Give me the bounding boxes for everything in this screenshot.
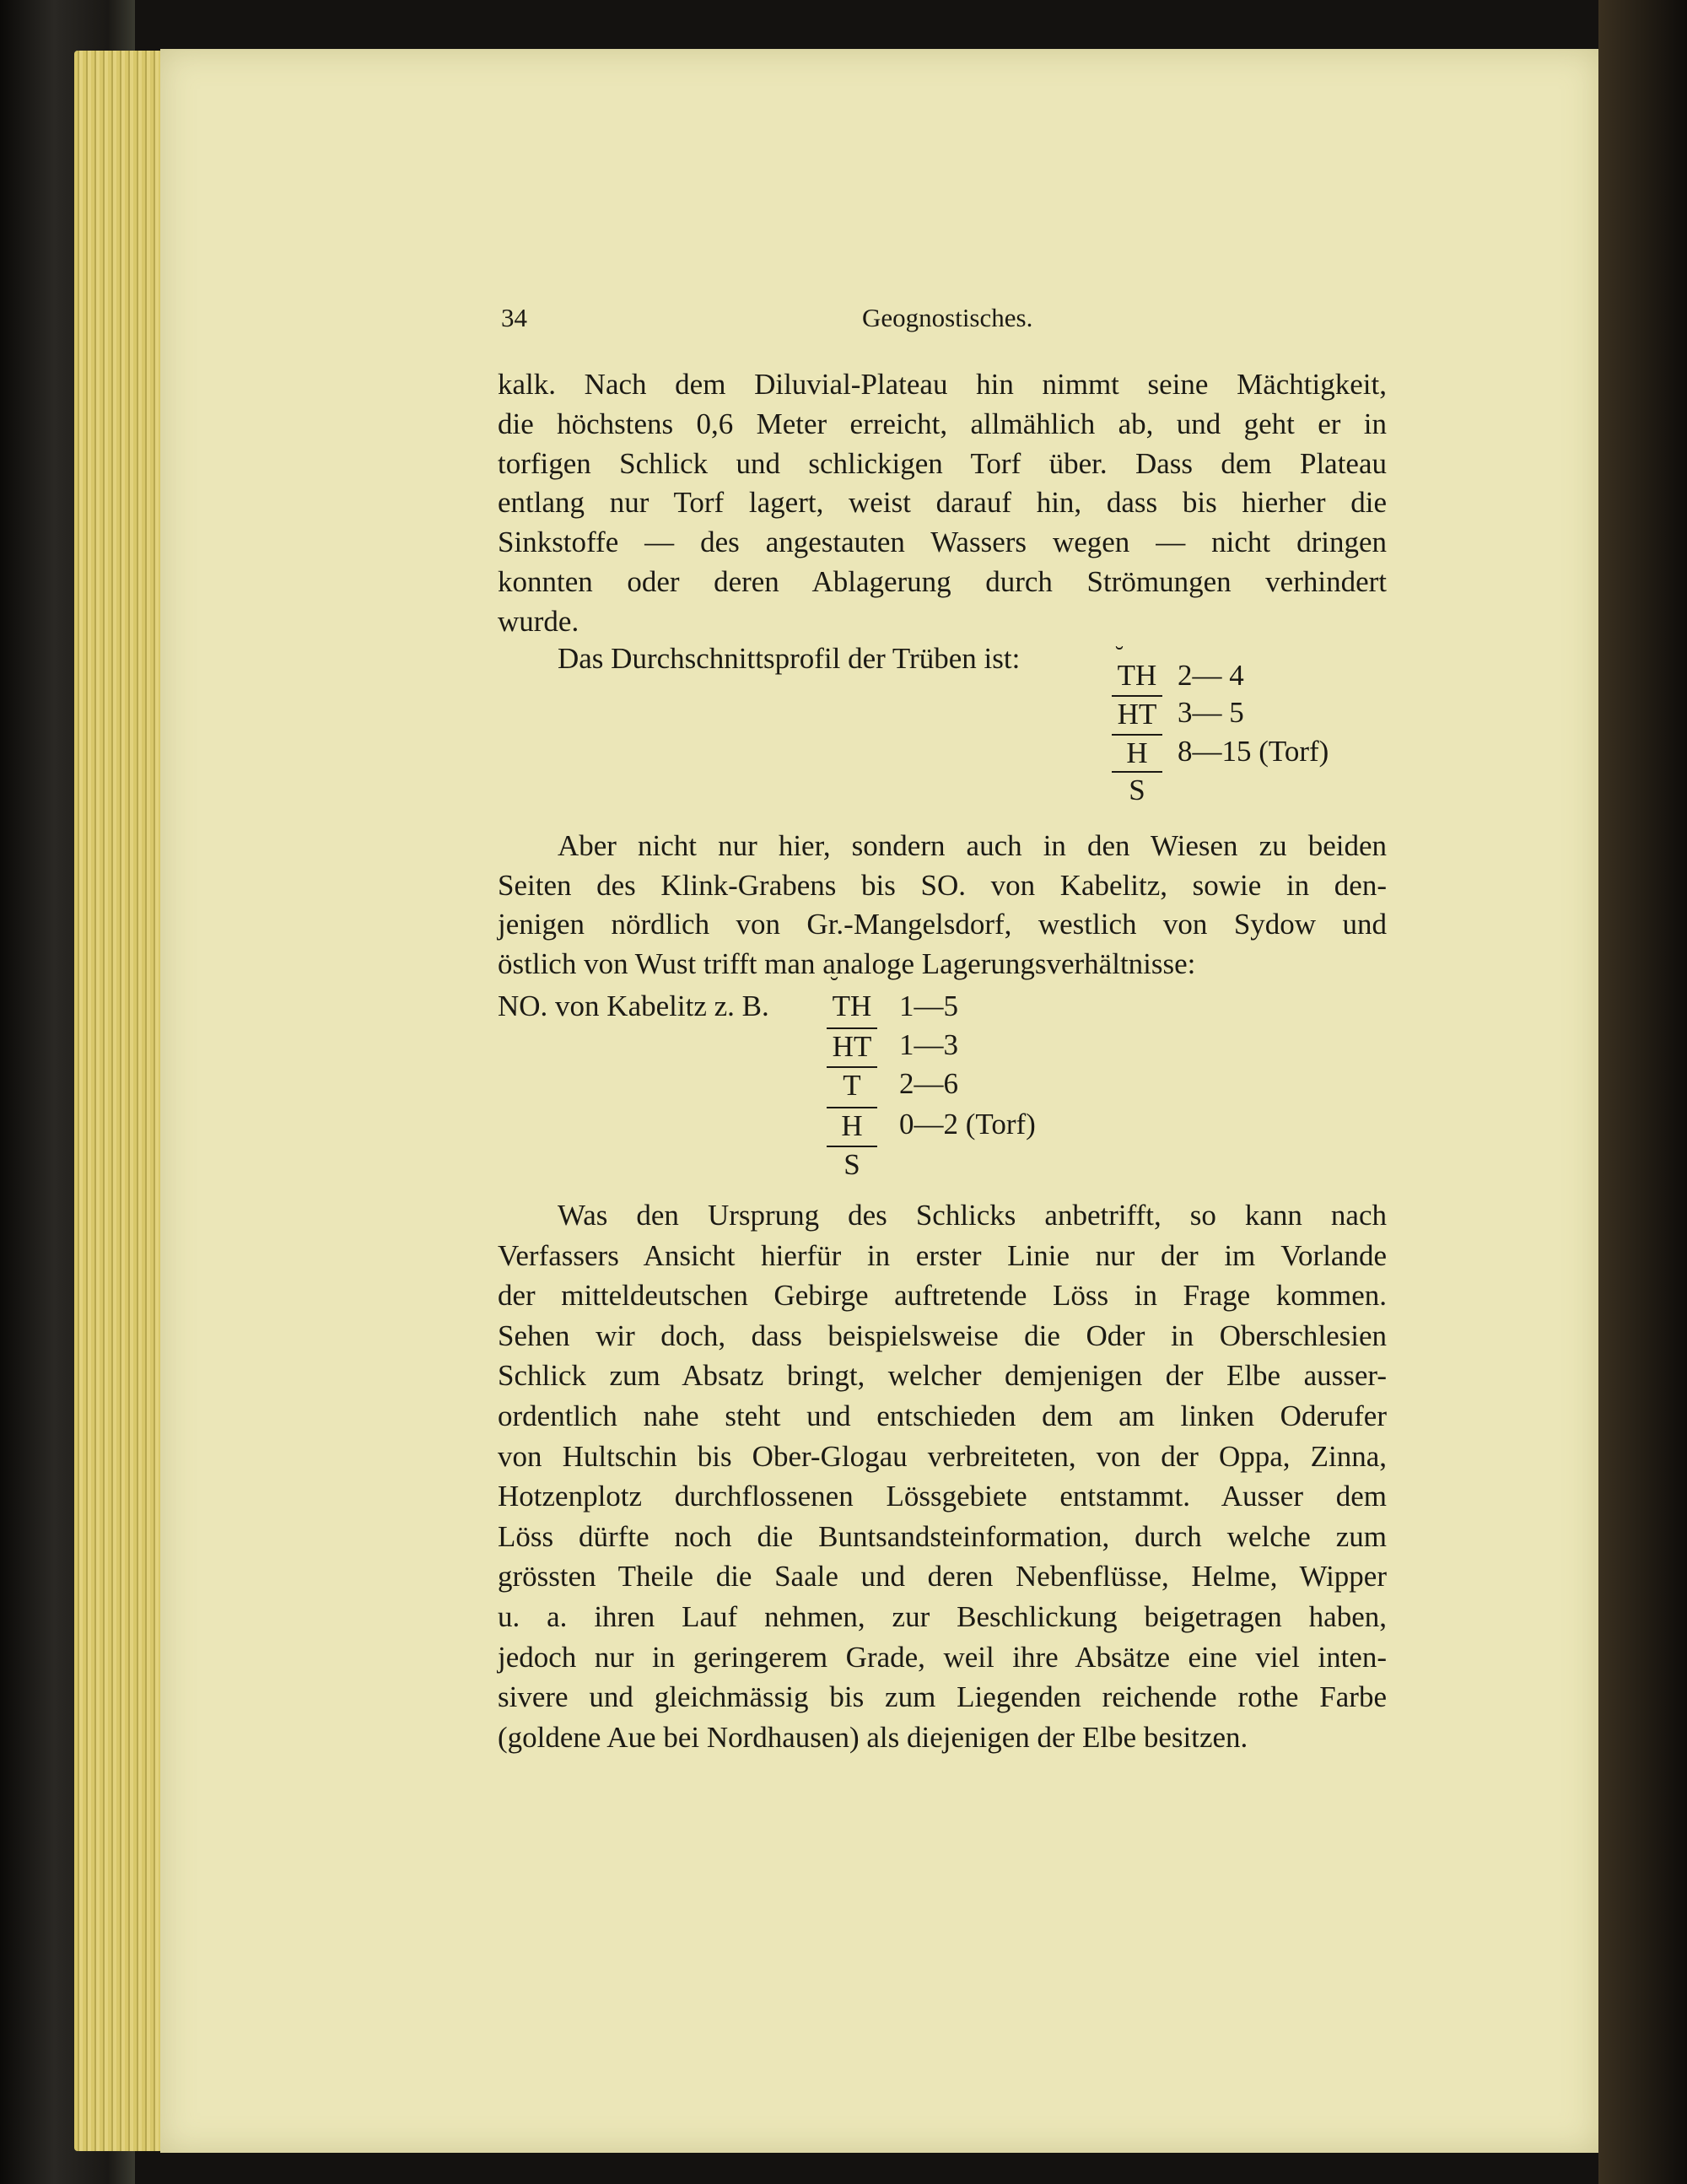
profile-layer-symbol: T	[827, 1066, 877, 1103]
text-line: entlang nur Torf lagert, weist darauf hin, dass bis hierher die	[498, 486, 1387, 520]
text-line: torfigen Schlick und schlickigen Torf über. Dass dem Plateau	[498, 446, 1387, 480]
text-line: kalk. Nach dem Diluvial-Plateau hin nimmt seine Mächtigkeit,	[498, 368, 1387, 401]
profile-layer-thickness: 1—5	[899, 990, 958, 1022]
text-line: Schlick zum Absatz bringt, welcher demjenigen der Elbe ausser-	[498, 1359, 1387, 1393]
text-line: Sehen wir doch, dass beispielsweise die Oder in Oberschlesien	[498, 1318, 1387, 1352]
text-line: Verfassers Ansicht hierfür in erster Linie nur der im Vorlande	[498, 1238, 1387, 1272]
text-line: konnten oder deren Ablagerung durch Strömungen verhindert	[498, 565, 1387, 598]
text-line: ordentlich nahe steht und entschieden dem am linken Oderufer	[498, 1399, 1387, 1432]
profile-layer-symbol: H	[827, 1107, 877, 1144]
profile-layer-symbol: HT	[827, 1027, 877, 1065]
profile-layer-symbol: ˘ TH	[827, 989, 877, 1024]
text-line: jedoch nur in geringerem Grade, weil ihre Absätze eine viel inten-	[498, 1640, 1387, 1674]
text-line: grössten Theile die Saale und deren Nebenflüsse, Helme, Wipper	[498, 1560, 1387, 1594]
text-line: sivere und gleichmässig bis zum Liegenden reichende rothe Farbe	[498, 1680, 1387, 1714]
text-line: (goldene Aue bei Nordhausen) als diejenigen der Elbe besitzen.	[498, 1720, 1248, 1754]
profile-intro-1: Das Durchschnittsprofil der Trüben ist:	[558, 642, 1021, 675]
profile-layer-symbol: HT	[1112, 695, 1162, 732]
profile-layer-thickness: 1—3	[899, 1028, 958, 1061]
profile-layer-symbol: S	[1112, 771, 1162, 808]
page-edges	[74, 51, 163, 2151]
profile-intro-2: NO. von Kabelitz z. B.	[498, 990, 769, 1022]
text-line: Seiten des Klink-Grabens bis SO. von Kabelitz, sowie in den-	[498, 868, 1387, 902]
text-line: Löss dürfte noch die Buntsandsteinformation, durch welche zum	[498, 1519, 1387, 1553]
background-edge	[1598, 0, 1687, 2184]
profile-layer-thickness: 8—15 (Torf)	[1178, 735, 1329, 768]
profile-layer-thickness: 2— 4	[1178, 659, 1244, 692]
text-line: jenigen nördlich von Gr.-Mangelsdorf, westlich von Sydow und	[498, 908, 1387, 941]
text-line: Was den Ursprung des Schlicks anbetrifft, so kann nach	[558, 1199, 1387, 1232]
profile-layer-thickness: 3— 5	[1178, 696, 1244, 729]
profile-layer-symbol: H	[1112, 734, 1162, 771]
text-line: Hotzenplotz durchflossenen Lössgebiete entstammt. Ausser dem	[498, 1480, 1387, 1513]
profile-layer-symbol: S	[827, 1146, 877, 1183]
page-number: 34	[501, 303, 527, 332]
text-line: östlich von Wust trifft man analoge Lagerungsverhältnisse:	[498, 947, 1196, 981]
text-line: wurde.	[498, 604, 579, 638]
text-line: der mitteldeutschen Gebirge auftretende Löss in Frage kommen.	[498, 1279, 1387, 1313]
text-line: Aber nicht nur hier, sondern auch in den Wiesen zu beiden	[558, 829, 1387, 862]
profile-layer-thickness: 0—2 (Torf)	[899, 1108, 1036, 1141]
profile-layer-thickness: 2—6	[899, 1067, 958, 1100]
text-line: Sinkstoffe — des angestauten Wassers wegen — nicht dringen	[498, 526, 1387, 559]
text-line: u. a. ihren Lauf nehmen, zur Beschlickung beigetragen haben,	[498, 1600, 1387, 1633]
text-line: die höchstens 0,6 Meter erreicht, allmählich ab, und geht er in	[498, 407, 1387, 440]
running-title: Geognostisches.	[862, 303, 1033, 332]
text-line: von Hultschin bis Ober-Glogau verbreiteten, von der Oppa, Zinna,	[498, 1439, 1387, 1473]
profile-layer-symbol: ˘ TH	[1112, 658, 1162, 693]
